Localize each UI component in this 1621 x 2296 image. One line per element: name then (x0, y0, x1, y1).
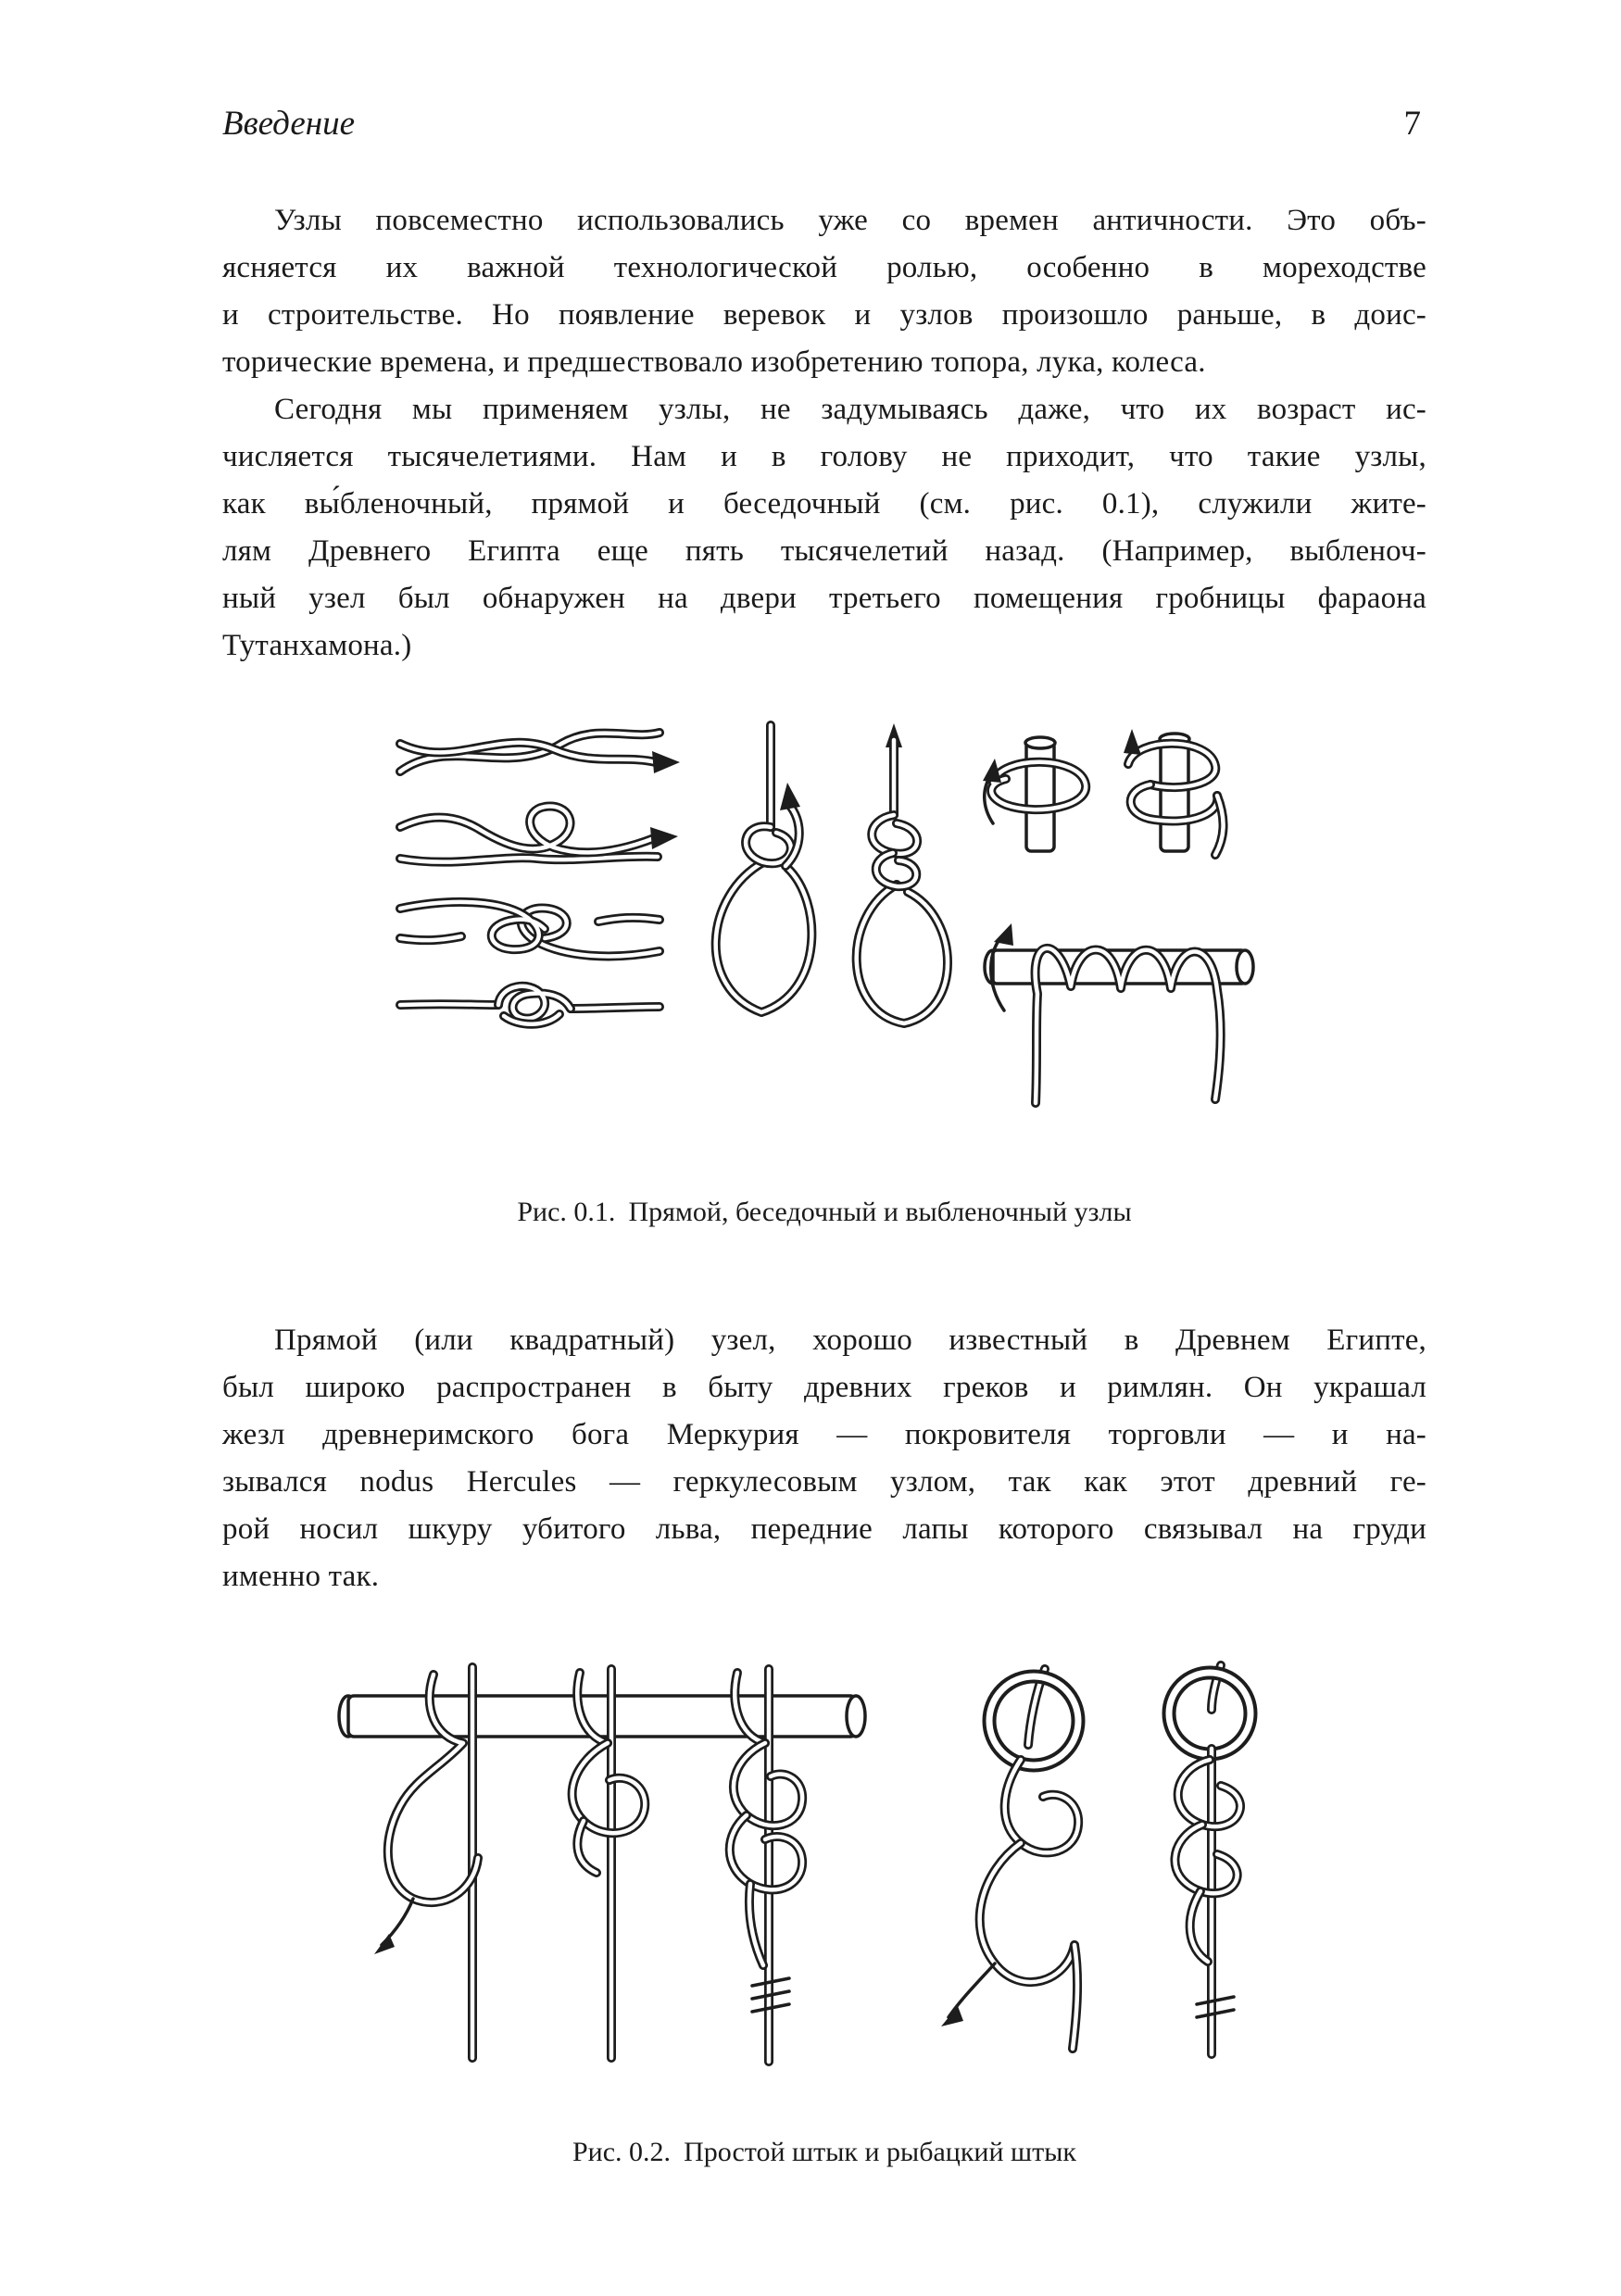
simple-hitch-steps-diagram (339, 1667, 865, 2062)
clove-hitch-steps-diagram (983, 729, 1253, 1103)
figure-0-1-caption (222, 1188, 1426, 1236)
square-knot-steps-diagram (400, 733, 680, 1024)
paragraph-3 (222, 1317, 1426, 1600)
paragraph-1 (222, 197, 1426, 386)
text-line: зывался nodus Hercules — геркулесовым узлом, так как этот древний ге- (222, 1465, 1426, 1499)
text-line: Тутанхамона.) (222, 629, 412, 662)
bowline-knot-steps-diagram (716, 723, 948, 1023)
figure-caption-text: Простой штык и рыбацкий штык (684, 2137, 1076, 2167)
text-line: Узлы повсеместно использовались уже со времен античности. Это объ- (274, 204, 1426, 237)
text-line: как вы́бленочный, прямой и беседочный (см. рис. 0.1), служили жите- (222, 487, 1426, 521)
text-line: был широко распространен в быту древних греков и римлян. Он украшал (222, 1371, 1426, 1404)
page-header (222, 104, 1426, 144)
text-line: ясняется их важной технологической ролью, особенно в мореходстве (222, 251, 1426, 284)
running-title: Введение (222, 105, 356, 143)
text-line: Сегодня мы применяем узлы, не задумываясь даже, что их возраст ис- (274, 393, 1426, 426)
text-line: жезл древнеримского бога Меркурия — покровителя торговли — и на- (222, 1418, 1426, 1451)
text-line: лям Древнего Египта еще пять тысячелетий назад. (Например, выбленоч- (222, 534, 1426, 568)
figure-caption-label: Рис. 0.1. (517, 1197, 616, 1227)
text-line: и строительстве. Но появление веревок и узлов произошло раньше, в доис- (222, 298, 1426, 332)
knot-illustration-half-hitch-fisherman-bend (333, 1656, 1315, 2082)
page-number: 7 (1403, 105, 1421, 143)
paragraph-2 (222, 386, 1426, 670)
knot-illustration-square-bowline-clove-hitch (389, 718, 1260, 1135)
text-line: Прямой (или квадратный) узел, хорошо известный в Древнем Египте, (274, 1324, 1426, 1357)
text-line: рой носил шкуру убитого льва, передние лапы которого связывал на груди (222, 1512, 1426, 1546)
fisherman-bend-steps-diagram (941, 1665, 1250, 2054)
body-text (222, 197, 1426, 2176)
figure-0-2-caption (222, 2128, 1426, 2176)
figure-caption-text: Прямой, беседочный и выбленочный узлы (628, 1197, 1132, 1227)
figure-0-2 (222, 1656, 1426, 2176)
text-line: именно так. (222, 1560, 380, 1593)
figure-caption-label: Рис. 0.2. (572, 2137, 672, 2167)
text-line: ный узел был обнаружен на двери третьего помещения гробницы фараона (222, 582, 1426, 615)
text-line: числяется тысячелетиями. Нам и в голову не приходит, что такие узлы, (222, 440, 1426, 473)
figure-0-1 (222, 718, 1426, 1236)
text-line: торические времена, и предшествовало изобретению топора, лука, колеса. (222, 345, 1206, 379)
